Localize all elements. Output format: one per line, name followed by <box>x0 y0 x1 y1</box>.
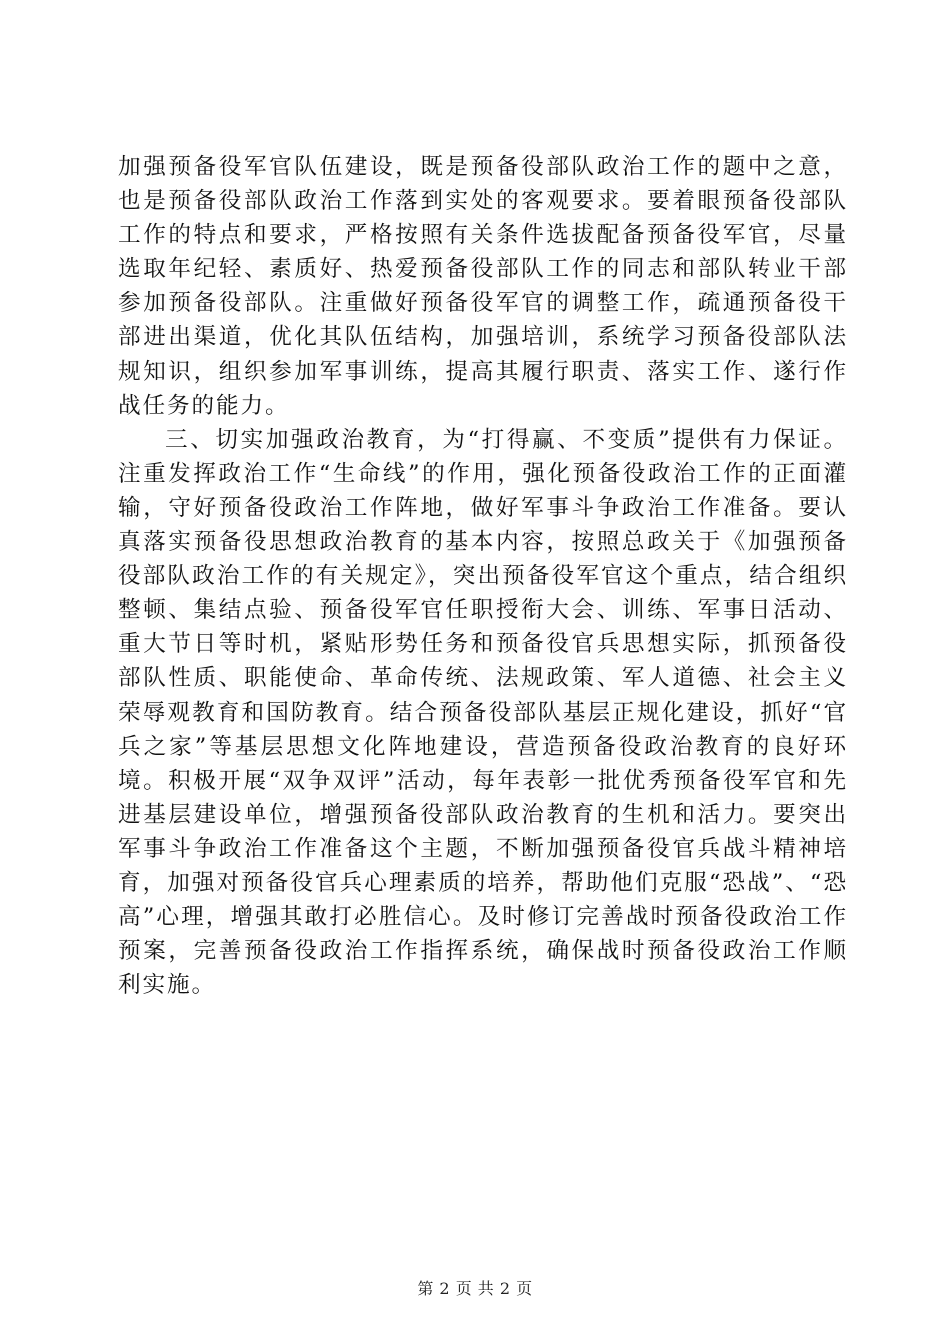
document-body <box>118 150 848 1002</box>
paragraph-political-education: 三、切实加强政治教育，为“打得赢、不变质”提供有力保证。注重发挥政治工作“生命线”的作用，强化预备役政治工作的正面灌输，守好预备役政治工作阵地，做好军事斗争政治工作准备。要认真落实预备役思想政治教育的基本内容，按照总政关于《加强预备役部队政治工作的有关规定》，突出预备役军官这个重点，结合组织整顿、集结点验、预备役军官任职授衔大会、训练、军事日活动、重大节日等时机，紧贴形势任务和预备役官兵思想实际，抓预备役部队性质、职能使命、革命传统、法规政策、军人道德、社会主义荣辱观教育和国防教育。结合预备役部队基层正规化建设，抓好“官兵之家”等基层思想文化阵地建设，营造预备役政治教育的良好环境。积极开展“双争双评”活动，每年表彰一批优秀预备役军官和先进基层建设单位，增强预备役部队政治教育的生机和活力。要突出军事斗争政治工作准备这个主题，不断加强预备役官兵战斗精神培育，加强对预备役官兵心理素质的培养，帮助他们克服“恐战”、“恐高”心理，增强其敢打必胜信心。及时修订完善战时预备役政治工作预案，完善预备役政治工作指挥系统，确保战时预备役政治工作顺利实施。 <box>118 426 848 999</box>
paragraph-officer-team: 加强预备役军官队伍建设，既是预备役部队政治工作的题中之意，也是预备役部队政治工作落到实处的客观要求。要着眼预备役部队工作的特点和要求，严格按照有关条件选拔配备预备役军官，尽量选取年纪轻、素质好、热爱预备役部队工作的同志和部队转业干部参加预备役部队。注重做好预备役军官的调整工作，疏通预备役干部进出渠道，优化其队伍结构，加强培训，系统学习预备役部队法规知识，组织参加军事训练，提高其履行职责、落实工作、遂行作战任务的能力。 <box>118 154 848 419</box>
page-footer: 第 2 页 共 2 页 <box>417 1279 533 1298</box>
